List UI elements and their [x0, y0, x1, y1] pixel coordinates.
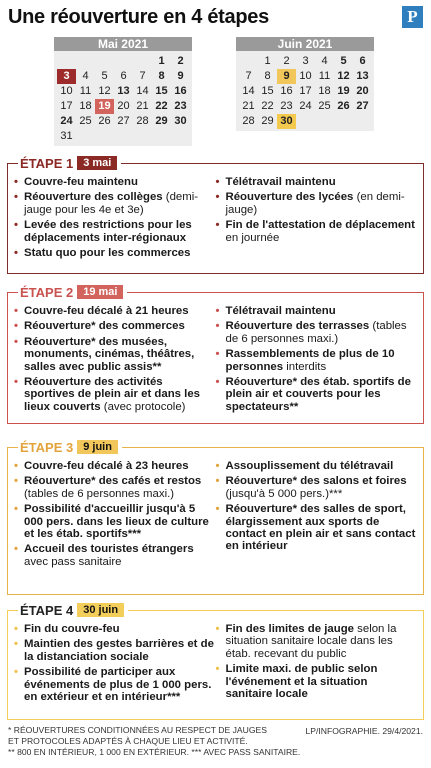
calendar-day: 17 — [299, 85, 312, 97]
item-detail-text: (avec protocole) — [100, 400, 186, 413]
bullet-icon: • — [215, 219, 220, 232]
stage-3-panel — [7, 439, 424, 595]
calendar-day: 23 — [280, 100, 293, 112]
item-bold-text: Réouverture* des étab. sportifs de plein air et couverts pour les spectateurs** — [225, 376, 411, 413]
item-detail-text: (en demi-jauge) — [225, 191, 405, 216]
item-detail-text: (tables de 6 personnes maxi.) — [225, 320, 407, 345]
bullet-icon: • — [14, 460, 18, 472]
stage-item — [216, 191, 418, 216]
stage-4-panel — [7, 602, 424, 720]
calendar-day: 20 — [356, 85, 369, 97]
bullet-icon: • — [215, 305, 220, 317]
calendar-day: 7 — [139, 70, 146, 82]
item-bold-text: Fin des limites de jauge — [225, 623, 354, 635]
stage-item-text — [226, 460, 394, 472]
stage-item-text — [226, 376, 418, 413]
stage-item-text — [226, 176, 336, 188]
item-bold-text: Fin du couvre-feu — [24, 623, 120, 635]
calendar-empty-cell — [95, 54, 114, 69]
stage-item — [14, 320, 216, 332]
stage-item-text — [226, 320, 418, 345]
calendar-day: 15 — [155, 85, 168, 97]
calendar-day: 19 — [337, 85, 350, 97]
stage-left-column — [14, 176, 216, 262]
item-detail-text: avec pass sanitaire — [24, 555, 122, 568]
stage-item-text — [24, 475, 216, 500]
item-bold-text: Possibilité d'accueillir jusqu'à 5 000 pers. dans les lieux de culture et les étab. sportifs*** — [24, 503, 209, 541]
item-bold-text: Rassemblements de plus de 10 personnes — [225, 348, 395, 373]
stage-date-badge: 9 juin — [77, 440, 118, 454]
calendar-day: 18 — [318, 85, 331, 97]
calendar-day: 1 — [264, 55, 271, 67]
stage-item-text — [226, 191, 418, 216]
bullet-icon: • — [14, 638, 18, 651]
calendar-day: 27 — [356, 100, 369, 112]
stage-item — [216, 320, 418, 345]
stage-right-column — [216, 305, 418, 416]
stage-item-text — [24, 191, 216, 216]
bullet-icon: • — [215, 460, 220, 472]
calendar-day: 13 — [356, 70, 369, 82]
calendar-may — [54, 37, 192, 146]
calendar-day: 12 — [337, 70, 350, 82]
bullet-icon: • — [215, 376, 220, 389]
stage-item — [216, 219, 418, 244]
item-bold-text: Réouverture des terrasses — [225, 320, 370, 333]
calendar-day: 4 — [82, 70, 89, 82]
calendar-day: 12 — [98, 85, 111, 97]
calendar-day: 2 — [283, 55, 290, 67]
stage-label — [18, 602, 128, 618]
item-bold-text: Statu quo pour les commerces — [24, 247, 191, 260]
stage-item-text — [226, 348, 418, 373]
bullet-icon: • — [14, 666, 18, 679]
calendar-day: 30 — [277, 114, 296, 129]
stage-left-column — [14, 623, 216, 706]
calendar-day: 31 — [60, 130, 73, 142]
calendar-day: 16 — [174, 85, 187, 97]
calendar-day: 22 — [261, 100, 274, 112]
bullet-icon: • — [14, 247, 18, 260]
bullet-icon: • — [215, 176, 220, 188]
stage-item-text — [226, 663, 418, 700]
calendar-day: 26 — [337, 100, 350, 112]
bullet-icon: • — [215, 475, 220, 488]
item-detail-text: (tables de 6 personnes maxi.) — [24, 487, 175, 500]
stage-item — [216, 475, 418, 500]
calendar-day: 28 — [242, 115, 255, 127]
calendar-day: 15 — [261, 85, 274, 97]
stage-2-panel — [7, 284, 424, 424]
bullet-icon: • — [14, 335, 18, 348]
stage-item — [14, 247, 216, 259]
bullet-icon: • — [215, 320, 220, 333]
item-bold-text: Accueil des touristes étrangers — [24, 543, 194, 556]
stage-item-text — [24, 219, 216, 244]
bullet-icon: • — [14, 320, 18, 333]
stage-item — [216, 663, 418, 700]
stage-label — [18, 439, 122, 455]
bullet-icon: • — [215, 623, 220, 635]
item-bold-text: Possibilité de participer aux événements de plus de 1 000 pers. en extérieur et en intérieur*** — [24, 666, 212, 704]
calendar-empty-cell — [239, 54, 258, 69]
stage-item — [216, 348, 418, 373]
stage-item — [14, 475, 216, 500]
stage-right-column — [216, 623, 418, 706]
publication-logo: P — [402, 6, 423, 28]
credit-line: LP/INFOGRAPHIE. 29/4/2021. — [305, 726, 423, 736]
item-bold-text: Levée des restrictions pour les déplacements inter-régionaux — [24, 219, 192, 244]
calendar-day: 25 — [79, 115, 92, 127]
header — [8, 6, 423, 32]
calendar-day: 24 — [299, 100, 312, 112]
stage-item-text — [226, 305, 336, 317]
bullet-icon: • — [14, 475, 18, 488]
stage-1-panel — [7, 155, 424, 274]
calendar-day: 10 — [60, 85, 73, 97]
stage-item-text — [24, 503, 216, 540]
item-bold-text: Réouverture* des musées, monuments, cinémas, théâtres, salles avec public assis** — [24, 335, 195, 373]
bullet-icon: • — [14, 623, 18, 635]
stage-item — [14, 305, 216, 317]
stage-label — [18, 284, 127, 300]
stage-item — [14, 623, 216, 635]
calendar-day: 9 — [177, 70, 184, 82]
calendar-month-title: Mai 2021 — [54, 37, 192, 51]
stage-item — [14, 638, 216, 663]
stage-item-text — [24, 176, 138, 188]
stage-item — [14, 219, 216, 244]
stage-item — [14, 376, 216, 413]
calendar-empty-cell — [76, 54, 95, 69]
calendar-day: 14 — [242, 85, 255, 97]
calendar-day: 18 — [79, 100, 92, 112]
calendar-empty-cell — [133, 54, 152, 69]
item-bold-text: Réouverture* des cafés et restos — [24, 475, 202, 488]
calendar-day: 21 — [136, 100, 149, 112]
item-bold-text: Couvre-feu maintenu — [24, 176, 138, 188]
bullet-icon: • — [14, 543, 18, 556]
stage-item-text — [24, 666, 216, 703]
calendar-day: 28 — [136, 115, 149, 127]
stage-item-text — [226, 503, 418, 553]
stage-item — [216, 460, 418, 472]
stage-name: ÉTAPE 3 — [20, 439, 74, 455]
stage-date-badge: 3 mai — [77, 156, 117, 170]
stage-item-text — [24, 305, 189, 317]
item-bold-text: Limite maxi. de public selon l'événement et la situation sanitaire locale — [225, 663, 378, 701]
calendar-grid — [236, 51, 374, 131]
stage-item-text — [24, 320, 185, 332]
calendar-day: 16 — [280, 85, 293, 97]
stage-item-text — [24, 543, 216, 568]
footnote-line: * RÉOUVERTURES CONDITIONNÉES AU RESPECT DE JAUGES — [8, 725, 267, 735]
calendar-day: 10 — [299, 70, 312, 82]
calendar-day: 17 — [60, 100, 73, 112]
item-bold-text: Réouverture* des commerces — [24, 320, 185, 333]
calendar-day: 11 — [79, 85, 92, 97]
stage-item-text — [24, 623, 120, 635]
item-bold-text: Réouverture des lycées — [225, 191, 354, 204]
stage-item-text — [226, 475, 418, 500]
footnote-line: ** 800 EN INTÉRIEUR, 1 000 EN EXTÉRIEUR. *** AVEC PASS SANITAIRE. — [8, 747, 301, 757]
bullet-icon: • — [215, 191, 220, 204]
item-detail-text: (demi-jauge pour les 4e et 3e) — [24, 191, 199, 216]
calendar-day: 22 — [155, 100, 168, 112]
calendar-day: 6 — [359, 55, 366, 67]
calendar-day: 4 — [321, 55, 328, 67]
item-bold-text: Télétravail maintenu — [225, 305, 336, 317]
bullet-icon: • — [215, 348, 220, 361]
calendar-day: 30 — [174, 115, 187, 127]
calendar-day: 3 — [302, 55, 309, 67]
item-detail-text: selon la situation sanitaire locale dans les étab. recevant du public — [225, 623, 397, 660]
stage-item-text — [24, 460, 189, 472]
stage-item — [216, 623, 418, 660]
calendar-day: 11 — [318, 70, 331, 82]
calendar-day: 24 — [60, 115, 73, 127]
calendar-day: 2 — [177, 55, 184, 67]
calendar-day: 21 — [242, 100, 255, 112]
item-bold-text: Réouverture des activités sportives de plein air et dans les lieux couverts — [24, 376, 200, 413]
bullet-icon: • — [14, 305, 18, 317]
stage-item — [216, 176, 418, 188]
calendar-day: 7 — [245, 70, 252, 82]
stage-right-column — [216, 176, 418, 262]
calendar-day: 6 — [120, 70, 127, 82]
stage-item-text — [24, 336, 216, 373]
calendar-day: 20 — [117, 100, 130, 112]
stage-item-text — [24, 376, 216, 413]
stage-left-column — [14, 460, 216, 571]
stage-item-text — [24, 247, 190, 259]
item-bold-text: Couvre-feu décalé à 21 heures — [24, 305, 189, 317]
calendar-grid — [54, 51, 192, 146]
item-bold-text: Télétravail maintenu — [225, 176, 336, 188]
bullet-icon: • — [14, 191, 18, 204]
page-title: Une réouverture en 4 étapes — [8, 6, 269, 28]
calendar-day: 9 — [277, 69, 296, 84]
calendar-day: 25 — [318, 100, 331, 112]
calendar-day: 29 — [261, 115, 274, 127]
calendar-day: 13 — [117, 85, 130, 97]
calendar-day: 5 — [340, 55, 347, 67]
calendar-june — [236, 37, 374, 131]
bullet-icon: • — [215, 503, 220, 516]
calendar-day: 23 — [174, 100, 187, 112]
bullet-icon: • — [14, 503, 18, 516]
stage-item — [14, 191, 216, 216]
stage-left-column — [14, 305, 216, 416]
stage-date-badge: 30 juin — [77, 603, 124, 617]
stage-item-text — [226, 219, 418, 244]
stage-item — [14, 503, 216, 540]
stage-item — [14, 176, 216, 188]
item-bold-text: Assouplissement du télétravail — [225, 460, 394, 472]
stage-item — [14, 460, 216, 472]
calendar-day: 5 — [101, 70, 108, 82]
stage-item — [216, 305, 418, 317]
calendar-day: 27 — [117, 115, 130, 127]
stage-item-text — [226, 623, 418, 660]
calendar-day: 8 — [158, 70, 165, 82]
item-bold-text: Maintien des gestes barrières et de la distanciation sociale — [24, 638, 214, 663]
stage-item — [216, 503, 418, 553]
stage-item — [14, 336, 216, 373]
stage-item — [216, 376, 418, 413]
calendar-month-title: Juin 2021 — [236, 37, 374, 51]
item-bold-text: Fin de l'attestation de déplacement — [225, 219, 415, 232]
calendar-day: 3 — [57, 69, 76, 84]
bullet-icon: • — [14, 176, 18, 188]
stage-name: ÉTAPE 1 — [20, 155, 74, 171]
stage-name: ÉTAPE 2 — [20, 284, 74, 300]
calendar-empty-cell — [114, 54, 133, 69]
item-bold-text: Réouverture des collèges — [24, 191, 163, 204]
stage-item — [14, 543, 216, 568]
calendar-day: 29 — [155, 115, 168, 127]
calendar-day: 8 — [264, 70, 271, 82]
item-bold-text: Réouverture* des salles de sport, élargissement aux sports de contact en plein air et sans contact en intérieur — [225, 503, 416, 553]
bullet-icon: • — [14, 219, 18, 232]
item-detail-text: en journée — [225, 231, 280, 244]
item-bold-text: Réouverture* des salons et foires — [225, 475, 407, 488]
item-bold-text: Couvre-feu décalé à 23 heures — [24, 460, 189, 472]
bullet-icon: • — [215, 663, 220, 676]
item-detail-text: (jusqu'à 5 000 pers.)*** — [225, 487, 343, 500]
calendar-day: 14 — [136, 85, 149, 97]
stage-item — [14, 666, 216, 703]
calendar-day: 1 — [158, 55, 165, 67]
stage-right-column — [216, 460, 418, 571]
calendar-day: 26 — [98, 115, 111, 127]
calendar-day: 19 — [95, 99, 114, 114]
bullet-icon: • — [14, 376, 18, 389]
calendar-empty-cell — [57, 54, 76, 69]
footnote-line: ET PROTOCOLES ADAPTÉS À CHAQUE LIEU ET ACTIVITÉ. — [8, 736, 248, 746]
stage-date-badge: 19 mai — [77, 285, 123, 299]
stage-item-text — [24, 638, 216, 663]
item-detail-text: interdits — [283, 360, 327, 373]
stage-label — [18, 155, 121, 171]
stage-name: ÉTAPE 4 — [20, 602, 74, 618]
